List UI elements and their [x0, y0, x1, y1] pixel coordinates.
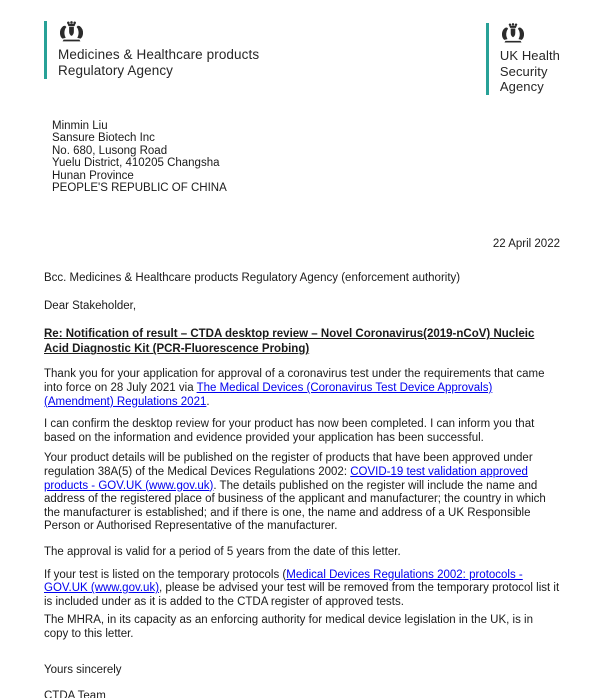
mhra-logo-line2: Regulatory Agency	[58, 63, 174, 78]
approved-products-link[interactable]: COVID-19 test validation approved products - GOV.UK (www.gov.uk)	[44, 466, 528, 492]
paragraph-text: If your test is listed on the temporary protocols (	[44, 568, 287, 581]
protocols-link[interactable]: Medical Devices Regulations 2002: protocols - GOV.UK (www.gov.uk)	[44, 568, 523, 595]
recipient-name: Minmin Liu	[52, 120, 108, 132]
recipient-district: Yuelu District, 410205 Changsha	[52, 157, 220, 170]
recipient-company: Sansure Biotech Inc	[52, 132, 155, 145]
subject-heading: Re: Notification of result – CTDA desktop review – Novel Coronavirus(2019-nCoV) Nucleic Acid Diagnostic Kit (PCR-Fluorescence Probing)	[44, 328, 535, 356]
paragraph-text: . The details published on the register will include the name and address of the registered place of business of the applicant and manufacturer; the country in which the manufacturer is established; and if there is one, the name and address of a UK Responsible Person or Authorised Representative of the manufacturer.	[44, 479, 546, 533]
paragraph-text: Thank you for your application for approval of a coronavirus test under the requirements that came into force on 28 July 2021 via	[44, 368, 545, 395]
recipient-address	[52, 120, 560, 194]
mhra-logo	[44, 21, 259, 79]
signature: CTDA Team	[44, 689, 106, 698]
ukhsa-logo-line2: Security	[499, 63, 548, 79]
paragraph-text: Your product details will be published on the register of products that have been approved under regulation 38A(5) of the Medical Devices Regulations 2002:	[44, 452, 533, 478]
royal-crest-icon	[58, 21, 259, 44]
paragraph-register	[44, 452, 560, 534]
royal-crest-icon	[500, 23, 560, 45]
ukhsa-logo-line1: UK Health	[499, 48, 560, 63]
paragraph-text: .	[206, 395, 210, 408]
paragraph-application	[44, 368, 560, 409]
letter-date: 22 April 2022	[492, 238, 560, 251]
paragraph-confirmation: I can confirm the desktop review for your product has now been completed. I can inform you that based on the information and evidence provided your application has been successful.	[44, 418, 535, 444]
paragraph-validity: The approval is valid for a period of 5 years from the date of this letter.	[44, 545, 401, 558]
mhra-logo-line1: Medicines & Healthcare products	[58, 47, 260, 62]
recipient-street: No. 680, Lusong Road	[52, 144, 168, 157]
letterhead	[44, 21, 560, 109]
salutation: Dear Stakeholder,	[44, 300, 137, 313]
ukhsa-logo	[486, 23, 560, 95]
bcc-line: Bcc. Medicines & Healthcare products Regulatory Agency (enforcement authority)	[44, 272, 461, 285]
paragraph-mhra-copy: The MHRA, in its capacity as an enforcing authority for medical device legislation in the UK, is in copy to this letter.	[44, 614, 533, 640]
regulations-2021-link[interactable]: The Medical Devices (Coronavirus Test Device Approvals) (Amendment) Regulations 2021	[44, 382, 493, 408]
paragraph-text: , please be advised your test will be removed from the temporary protocol list it is included under as it is added to the CTDA register of approved tests.	[44, 582, 560, 608]
closing: Yours sincerely	[44, 663, 122, 676]
ukhsa-logo-line3: Agency	[499, 79, 544, 94]
paragraph-temporary-protocols	[44, 569, 560, 610]
recipient-country: PEOPLE'S REPUBLIC OF CHINA	[52, 182, 227, 195]
recipient-province: Hunan Province	[52, 169, 134, 182]
